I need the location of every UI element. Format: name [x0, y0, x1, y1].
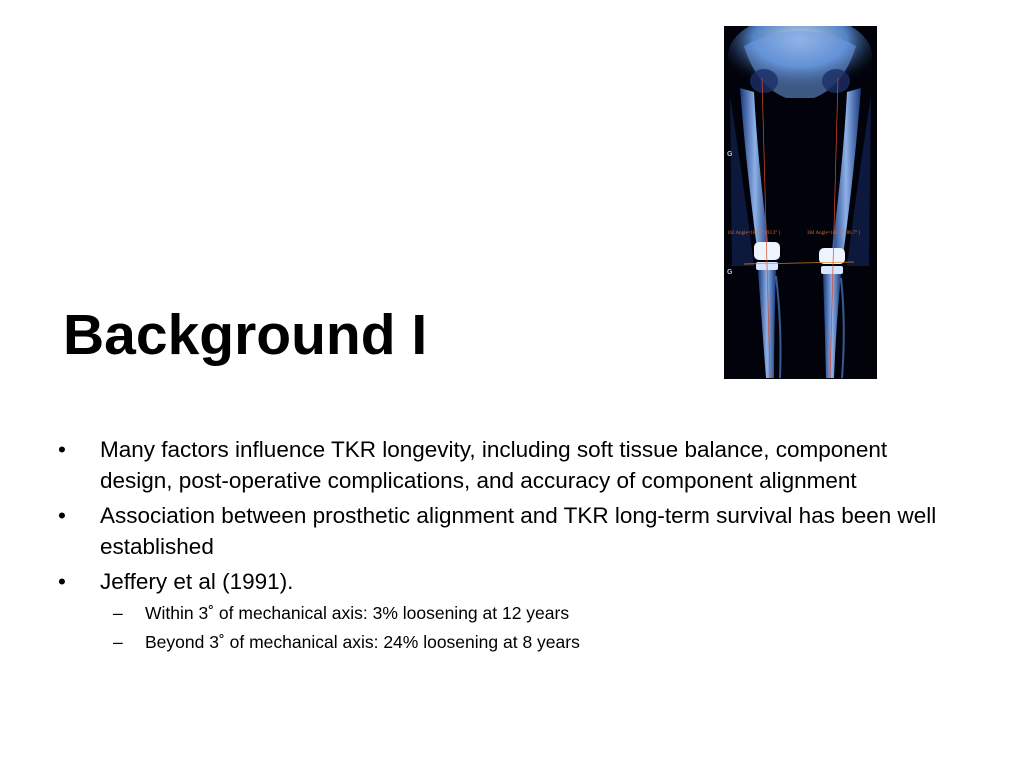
bullet-text: Jeffery et al (1991).: [100, 569, 294, 594]
bullet-marker: •: [58, 437, 66, 462]
left-angle-annotation: 162 Angle=183.1° (93.3° ): [727, 231, 781, 236]
sub-bullet-text: Within 3˚ of mechanical axis: 3% loosening at 12 years: [145, 603, 570, 623]
long-leg-xray-image: [724, 26, 877, 379]
bullet-list: [58, 434, 958, 659]
right-angle-annotation: 384 Angle=183.3° (86.7° ): [807, 231, 861, 236]
side-label-lower: G: [727, 269, 733, 276]
sub-bullet-item: [58, 630, 958, 655]
side-label-upper: G: [727, 151, 733, 158]
sub-bullet-item: [58, 601, 958, 626]
xray-graphic: [724, 26, 877, 379]
dash-marker: –: [113, 603, 123, 623]
sub-bullet-text: Beyond 3˚ of mechanical axis: 24% loosening at 8 years: [145, 632, 580, 652]
bullet-item: [58, 500, 958, 562]
bullet-item: [58, 434, 958, 496]
slide-title: Background I: [63, 303, 428, 367]
bullet-item: [58, 566, 958, 597]
dash-marker: –: [113, 632, 123, 652]
bullet-text: Association between prosthetic alignment and TKR long-term survival has been well established: [100, 503, 937, 559]
bullet-text: Many factors influence TKR longevity, including soft tissue balance, component design, post-operative complications, and accuracy of component alignment: [100, 437, 888, 493]
bullet-marker: •: [58, 569, 66, 594]
bullet-marker: •: [58, 503, 66, 528]
